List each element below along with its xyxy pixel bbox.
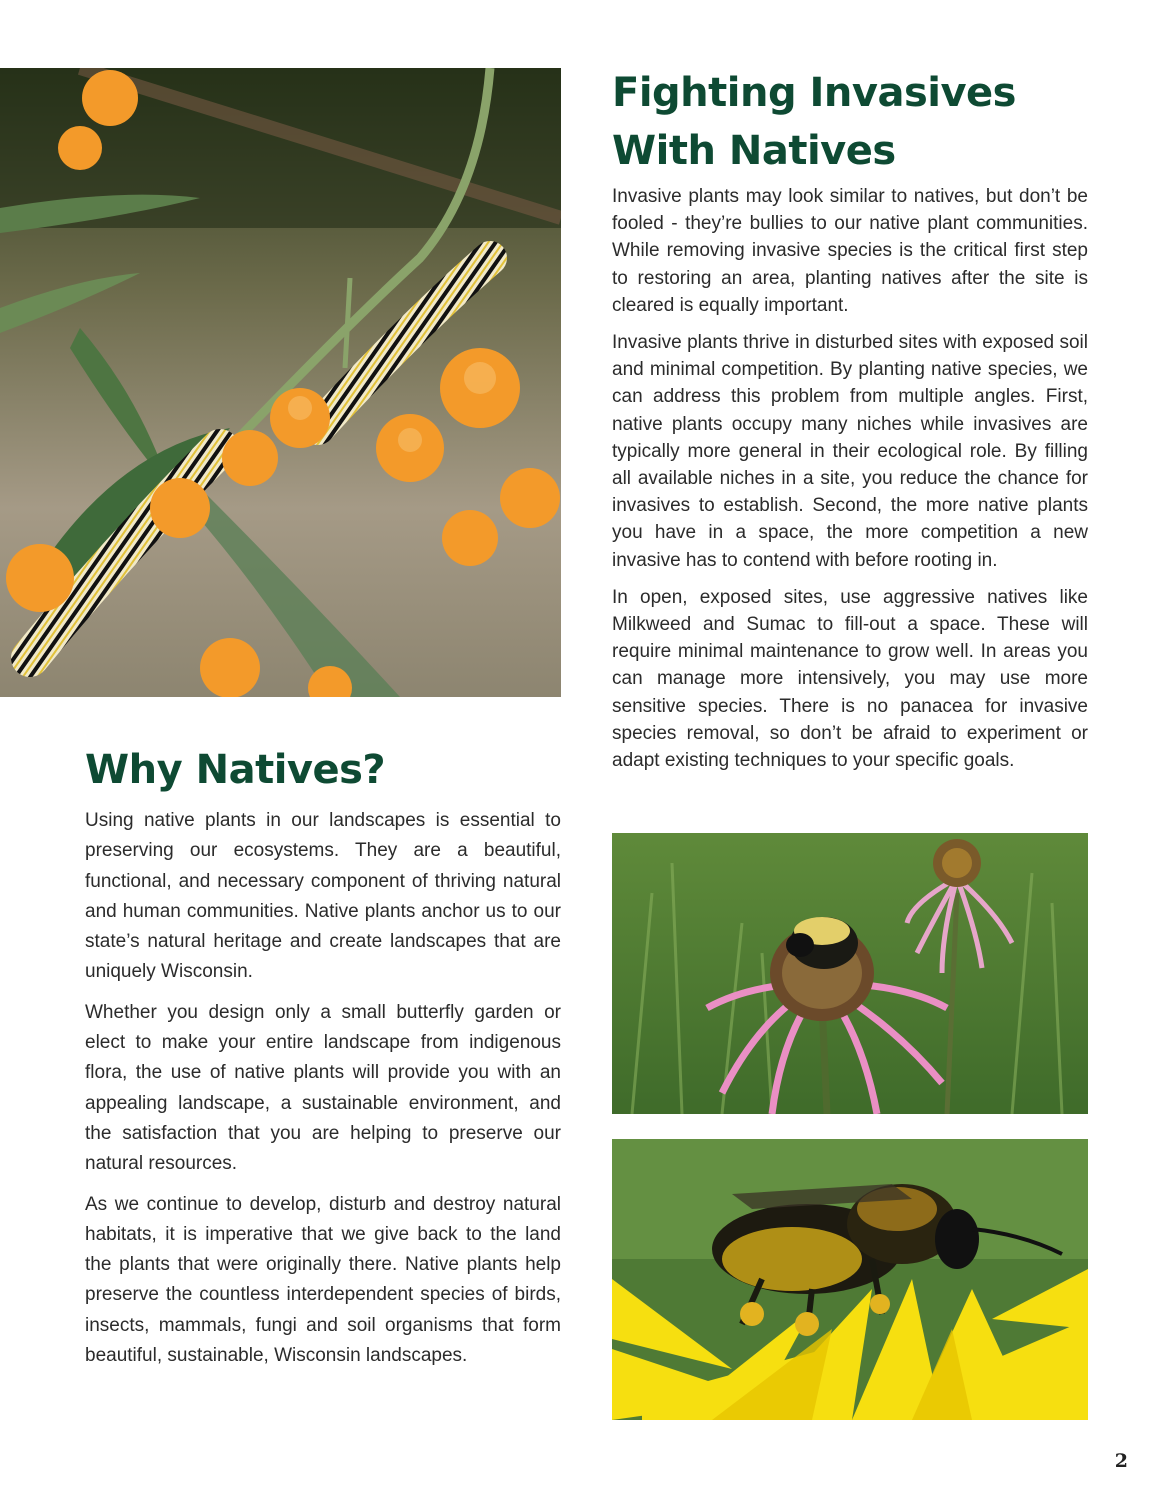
fighting-paragraph-2: Invasive plants thrive in disturbed sites with exposed soil and minimal competition. By planting native species, we can address this problem from multiple angles. First, native plants occupy many niches while invasives are typically more general in their ecological role. By filling all available niches in a site, you reduce the chance for invasives to establish. Second, the more native plants you have in a space, the more competition a new invasive has to contend with before rooting in.: [612, 332, 1088, 571]
coneflower-photo: [612, 833, 1088, 1114]
why-natives-body: [85, 806, 561, 1381]
fighting-invasives-heading: [612, 64, 1088, 180]
fighting-paragraph-1: Invasive plants may look similar to natives, but don’t be fooled - they’re bullies to our native plant communities. While removing invasive species is the critical first step to restoring an area, planting natives after the site is cleared is equally important.: [612, 186, 1088, 316]
dandelion-photo: [612, 1139, 1088, 1420]
caterpillars-illustration: [0, 68, 561, 697]
fighting-invasives-body: [612, 183, 1088, 784]
coneflower-illustration: [612, 833, 1088, 1114]
why-paragraph-3: As we continue to develop, disturb and destroy natural habitats, it is imperative that we give back to the land the plants that were originally there. Native plants help preserve the countless interdependent species of birds, insects, mammals, fungi and soil organisms that form beautiful, sustainable, Wisconsin landscapes.: [85, 1193, 561, 1367]
heading-line-2: With Natives: [612, 128, 896, 174]
heading-line-1: Fighting Invasives: [612, 70, 1016, 116]
dandelion-illustration: [612, 1139, 1088, 1420]
fighting-paragraph-3: In open, exposed sites, use aggressive natives like Milkweed and Sumac to fill-out a space. These will require minimal maintenance to grow well. In areas you can manage more intensively, you may use more sensitive species. There is no panacea for invasive species removal, so don’t be afraid to experiment or adapt existing techniques to your specific goals.: [612, 586, 1088, 772]
why-natives-heading: Why Natives?: [85, 747, 386, 793]
why-paragraph-1: Using native plants in our landscapes is essential to preserving our ecosystems. They are a beautiful, functional, and necessary component of thriving natural and human communities. Native plants anchor us to our state’s natural heritage and create landscapes that are uniquely Wisconsin.: [85, 810, 561, 983]
why-paragraph-2: Whether you design only a small butterfly garden or elect to make your entire landscape from indigenous flora, the use of native plants will provide you with an appealing landscape, a sustainable environment, and the satisfaction that you are helping to preserve our natural resources.: [85, 1001, 561, 1175]
page-number: 2: [1114, 1450, 1128, 1472]
caterpillars-photo: [0, 68, 561, 697]
